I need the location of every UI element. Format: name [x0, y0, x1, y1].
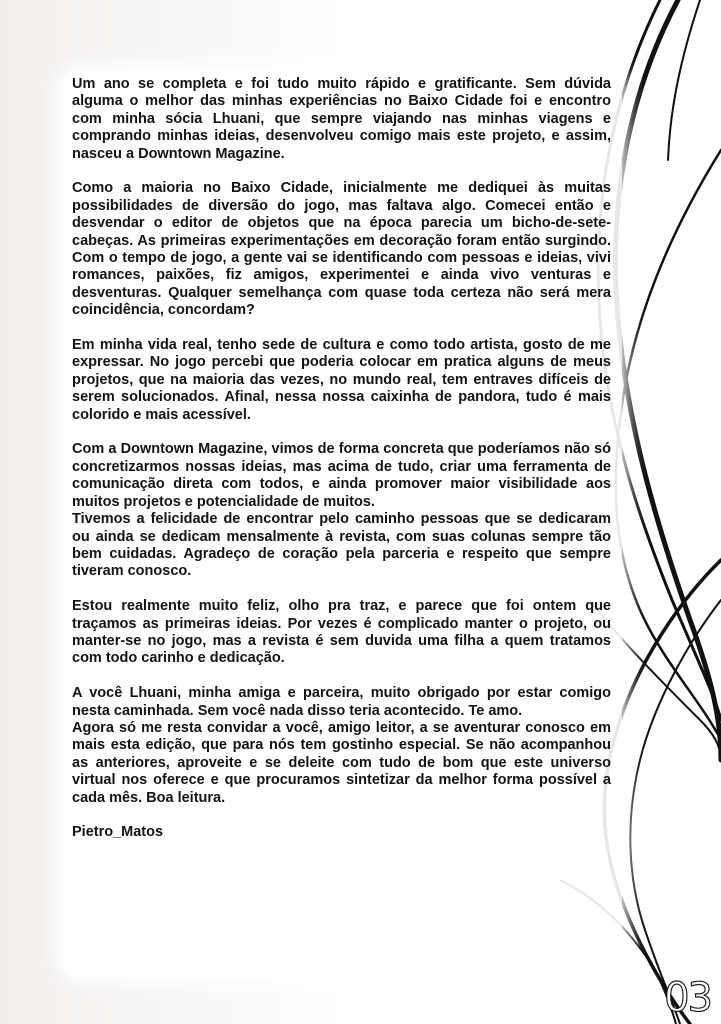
article-paragraph: Um ano se completa e foi tudo muito rápido e gratificante. Sem dúvida alguma o melhor das minhas experiências no Baixo Cidade foi e encontro com minha sócia Lhuani, que sempre viajando nas minhas viagens e comprando minhas ideias, desenvolveu comigo mais este projeto, e assim, nasceu a Downtown Magazine.: [72, 76, 611, 162]
article-paragraph: A você Lhuani, minha amiga e parceira, muito obrigado por estar comigo nesta caminhada. Sem você nada disso teria acontecido. Te amo.: [72, 685, 611, 719]
swirl-line-3: [616, 150, 721, 740]
swirl-line-5: [630, 600, 721, 1024]
swirl-line-8: [668, 0, 700, 160]
article-paragraph: Estou realmente muito feliz, olho pra traz, e parece que foi ontem que traçamos as primeiras ideias. Por vezes é complicado manter o projeto, ou manter-se no jogo, mas a revista é sem duvida uma filha a quem tratamos com todo carinho e dedicação.: [72, 598, 611, 667]
author-signature: Pietro_Matos: [72, 824, 164, 841]
article-paragraph: Como a maioria no Baixo Cidade, inicialmente me dediquei às muitas possibilidades de diversão do jogo, mas faltava algo. Comecei então e desvendar o editor de objetos que na época parecia um bicho-de-sete-cabeças. As primeiras experimentações em decoração foram então surgindo. Com o tempo de jogo, a gente vai se identificando com pessoas e ideias, vivi romances, paixões, fiz amigos, experimentei e ainda vivo venturas e desventuras. Qualquer semelhança com quase toda certeza não será mera coincidência, concordam?: [72, 180, 611, 319]
article-paragraph: Com a Downtown Magazine, vimos de forma concreta que poderíamos não só concretizarmos nossas ideias, mas acima de tudo, criar uma ferramenta de comunicação direta com todos, e ainda promover maior visibilidade aos muitos projetos e potencialidade de muitos.: [72, 441, 611, 510]
article-paragraph: Tivemos a felicidade de encontrar pelo caminho pessoas que se dedicaram ou ainda se dedicam mensalmente à revista, com suas colunas sempre tão bem cuidadas. Agradeço de coração pela parceria e respeito que sempre tiveram conosco.: [72, 511, 611, 580]
article-paragraph: Agora só me resta convidar a você, amigo leitor, a se aventurar conosco em mais esta edição, que para nós tem gostinho especial. Se não acompanhou as anteriores, aproveite e se deleite com tudo de bom que este universo virtual nos oferece e que procuramos sintetizar da melhor forma possível a cada mês. Boa leitura.: [72, 719, 611, 806]
page-number: 03: [664, 975, 711, 1021]
article-paragraph: Em minha vida real, tenho sede de cultura e como todo artista, gosto de me expressar. No jogo percebi que poderia colocar em pratica alguns de meus projetos, que na maioria das vezes, no mundo real, tem entraves difíceis de serem solucionados. Afinal, nessa nossa caixinha de pandora, tudo é mais colorido e mais acessível.: [72, 337, 611, 423]
swirl-line-1: [615, 0, 721, 760]
editorial-article: [72, 76, 611, 859]
